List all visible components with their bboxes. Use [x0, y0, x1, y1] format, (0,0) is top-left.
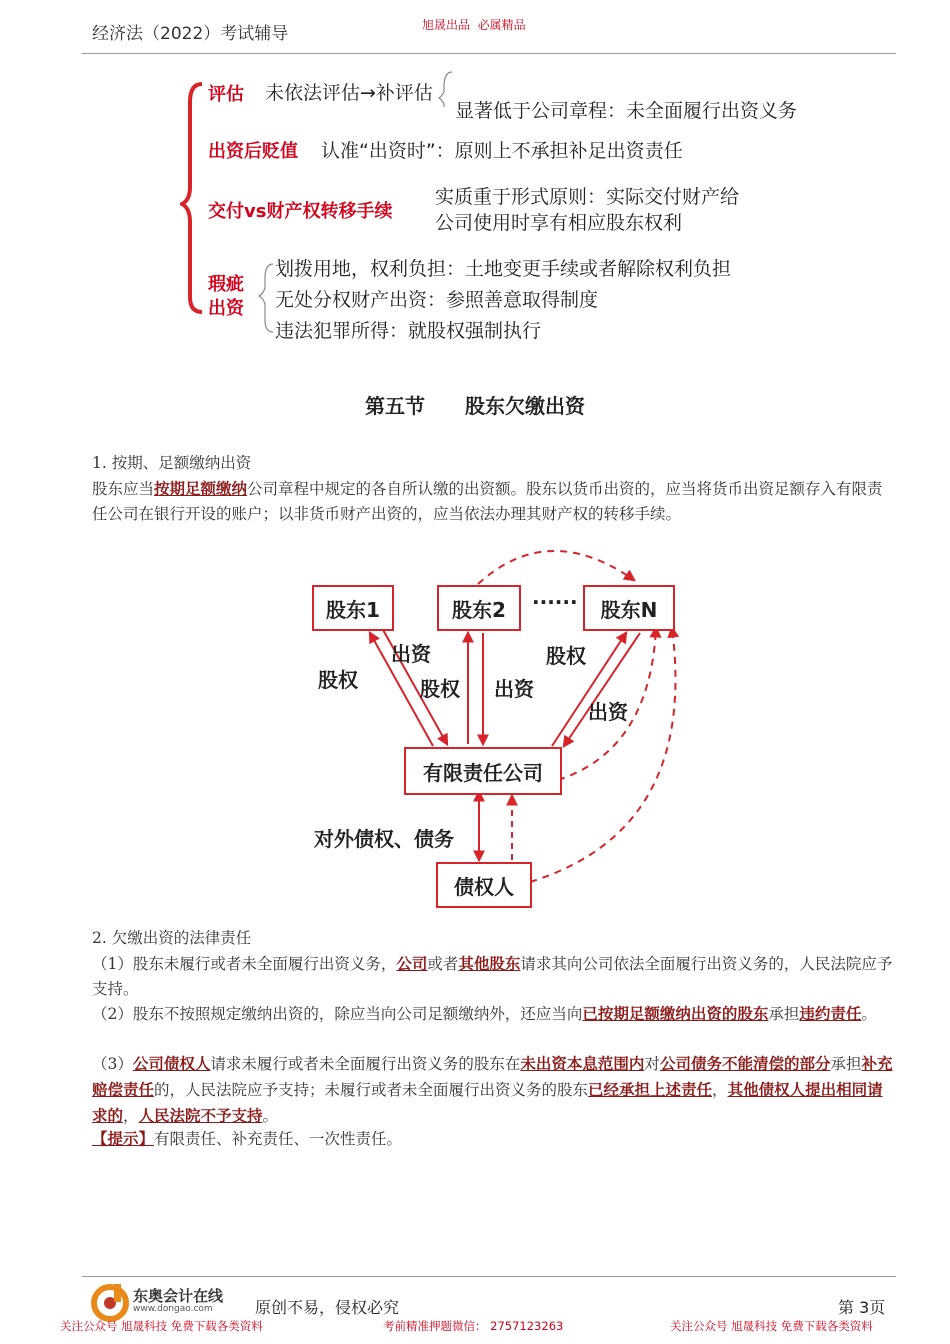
label-capital-right: 出资 [588, 700, 628, 724]
part2-text: 。 [861, 1005, 877, 1023]
mindmap-key-defect-2: 出资 [208, 298, 244, 319]
node-company [404, 747, 562, 795]
footer-logo [90, 1282, 250, 1322]
keyword-highlight: 补充赔偿责任 [92, 1054, 893, 1099]
keyword-highlight: 人民法院不予支持 [138, 1106, 263, 1125]
keyword-highlight: 已按期足额缴纳出资的股东 [582, 1004, 769, 1023]
part2-text: ， [123, 1107, 139, 1125]
node-shareholder-n [583, 585, 675, 631]
part2-text: （1）股东未履行或者未全面履行出资义务， [92, 955, 397, 973]
mindmap-defect-item: 无处分权财产出资：参照善意取得制度 [275, 289, 599, 311]
keyword-highlight: 已经承担上述责任 [588, 1080, 713, 1099]
mindmap-defect-item: 划拨用地，权利负担：土地变更手续或者解除权利负担 [275, 258, 732, 280]
footer-note-left: 关注公众号 旭晟科技 免费下载各类资料 [60, 1319, 263, 1333]
mindmap-text-delivery-1: 实质重于形式原则：实际交付财产给 [435, 186, 740, 208]
keyword-highlight: 其他股东 [458, 954, 521, 973]
keyword-highlight: 公司债权人 [132, 1054, 211, 1073]
part2-item-3 [92, 1051, 898, 1129]
keyword-highlight: 违约责任 [799, 1004, 862, 1023]
capital-flow-diagram [290, 540, 700, 920]
footer-logo-url: www.dongao.com [133, 1304, 213, 1314]
part2-text: 或者 [427, 955, 459, 973]
keyword-highlight: 公司债务不能清偿的部分 [659, 1054, 831, 1073]
part2-text: 。 [262, 1107, 279, 1125]
label-equity-right: 股权 [546, 644, 586, 668]
part2-text: 承担 [768, 1005, 800, 1023]
node-shareholder-1 [312, 585, 394, 631]
label-capital-mid: 出资 [494, 677, 534, 701]
header-rule [82, 53, 896, 54]
mindmap-key-delivery: 交付vs财产权转移手续 [208, 201, 393, 222]
footer-note-right: 关注公众号 旭晟科技 免费下载各类资料 [670, 1319, 873, 1333]
mindmap [180, 62, 820, 352]
mindmap-key-appraisal: 评估 [208, 84, 244, 105]
part2-item-1 [92, 951, 898, 1002]
node-label: 股东1 [326, 597, 380, 622]
node-label: 股东N [600, 597, 658, 622]
part2-text: （3） [92, 1055, 133, 1073]
part1-paragraph [92, 476, 898, 527]
part1-text: 公司章程中规定的各自所认缴的出资额。股东以货币出资的，应当将货币出资足额存入有限责任公司在银行开设的账户；以非货币财产出资的，应当依法办理其财产权的转移手续。 [92, 480, 883, 523]
label-external-debt: 对外债权、债务 [314, 827, 454, 851]
page-header-title: 经济法（2022）考试辅导 [92, 24, 289, 44]
part2-text: 请求未履行或者未全面履行出资义务的股东在 [210, 1055, 521, 1073]
dongao-logo-icon [90, 1282, 130, 1322]
footer-slogan: 原创不易，侵权必究 [255, 1298, 400, 1317]
tip-label: 【提示】 [92, 1129, 155, 1148]
keyword-highlight: 未出资本息范围内 [520, 1054, 645, 1073]
mindmap-defect-item: 违法犯罪所得：就股权强制执行 [275, 320, 542, 342]
part2-text: 对 [644, 1055, 660, 1073]
mindmap-key-defect-1: 瑕疵 [208, 274, 244, 295]
part1-heading: 1. 按期、足额缴纳出资 [92, 454, 252, 472]
part2-text: 请求其向公司依法全面履行出资义务的，人民法院应予支持。 [92, 955, 893, 998]
page-number: 第 3页 [838, 1298, 886, 1317]
footer-rule [82, 1276, 896, 1277]
node-ellipsis: ······ [532, 590, 578, 614]
mindmap-text-appraisal-1: 未依法评估→补评估 [265, 82, 433, 104]
footer-logo-text: 东奥会计在线 [133, 1287, 224, 1305]
header-watermark: 旭晟出品 必属精品 [422, 18, 526, 32]
part2-text: 承担 [830, 1055, 862, 1073]
tip-text: 有限责任、补充责任、一次性责任。 [154, 1130, 403, 1148]
mindmap-text-delivery-2: 公司使用时享有相应股东权利 [435, 212, 683, 234]
part2-tip [92, 1126, 898, 1152]
keyword-highlight: 公司 [396, 954, 428, 973]
section-title: 第五节 股东欠缴出资 [365, 394, 585, 418]
label-equity-mid: 股权 [420, 677, 460, 701]
node-label: 有限责任公司 [423, 760, 543, 785]
part2-item-2 [92, 1001, 898, 1027]
mindmap-text-appraisal-2: 显著低于公司章程：未全面履行出资义务 [455, 100, 798, 122]
keyword-highlight: 其他债权人提出相同请求的 [92, 1080, 883, 1125]
footer-note-mid: 考前精准押题微信： 2757123263 [383, 1319, 564, 1333]
part2-text: （2）股东不按照规定缴纳出资的，除应当向公司足额缴纳外，还应当向 [92, 1005, 583, 1023]
mindmap-text-depreciation: 认准“出资时”：原则上不承担补足出资责任 [321, 140, 683, 162]
node-label: 股东2 [452, 597, 506, 622]
label-equity-left: 股权 [318, 668, 358, 692]
label-capital-left: 出资 [391, 642, 431, 666]
part1-text: 股东应当 [92, 480, 155, 498]
part2-text: ， [712, 1081, 728, 1099]
node-creditor [436, 862, 532, 908]
keyword-highlight: 按期足额缴纳 [154, 479, 248, 498]
part2-text: 的，人民法院应予支持；未履行或者未全面履行出资义务的股东 [154, 1081, 589, 1099]
node-label: 债权人 [454, 874, 514, 899]
node-shareholder-2 [437, 585, 521, 631]
part2-heading: 2. 欠缴出资的法律责任 [92, 929, 252, 947]
mindmap-key-depreciation: 出资后贬值 [208, 141, 298, 162]
